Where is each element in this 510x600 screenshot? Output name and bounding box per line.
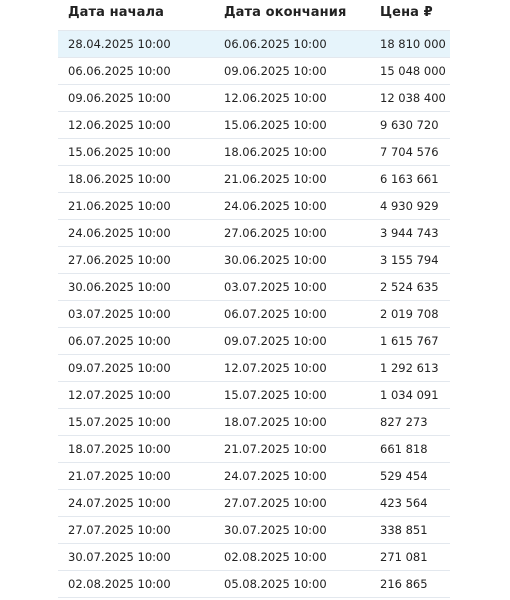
table-body [58,30,450,598]
price-cell: 1 034 091 [380,388,439,402]
table-row[interactable] [58,220,450,247]
start-date-cell: 18.07.2025 10:00 [68,442,171,456]
end-date-cell: 06.07.2025 10:00 [224,307,327,321]
table-row[interactable] [58,544,450,571]
start-date-cell: 03.07.2025 10:00 [68,307,171,321]
price-cell: 9 630 720 [380,118,439,132]
end-date-cell: 02.08.2025 10:00 [224,550,327,564]
end-date-cell: 09.07.2025 10:00 [224,334,327,348]
table-row[interactable] [58,274,450,301]
table-row[interactable] [58,247,450,274]
end-date-cell: 12.06.2025 10:00 [224,91,327,105]
start-date-cell: 12.06.2025 10:00 [68,118,171,132]
end-date-cell: 05.08.2025 10:00 [224,577,327,591]
end-date-cell: 27.07.2025 10:00 [224,496,327,510]
table-row[interactable] [58,112,450,139]
start-date-cell: 09.07.2025 10:00 [68,361,171,375]
table-row[interactable] [58,193,450,220]
table-row[interactable] [58,301,450,328]
end-date-cell: 15.06.2025 10:00 [224,118,327,132]
price-cell: 4 930 929 [380,199,439,213]
start-date-cell: 27.07.2025 10:00 [68,523,171,537]
price-cell: 338 851 [380,523,428,537]
price-cell: 15 048 000 [380,64,446,78]
end-date-cell: 18.07.2025 10:00 [224,415,327,429]
end-date-cell: 27.06.2025 10:00 [224,226,327,240]
table-row[interactable] [58,517,450,544]
start-date-cell: 28.04.2025 10:00 [68,37,171,51]
start-date-cell: 18.06.2025 10:00 [68,172,171,186]
table-row[interactable] [58,328,450,355]
start-date-cell: 15.07.2025 10:00 [68,415,171,429]
table-row[interactable] [58,30,450,58]
end-date-cell: 03.07.2025 10:00 [224,280,327,294]
price-cell: 3 944 743 [380,226,439,240]
price-cell: 1 615 767 [380,334,439,348]
table-row[interactable] [58,436,450,463]
end-date-cell: 21.06.2025 10:00 [224,172,327,186]
table-row[interactable] [58,382,450,409]
start-date-cell: 27.06.2025 10:00 [68,253,171,267]
column-header-start-date[interactable]: Дата начала [68,5,165,20]
price-cell: 216 865 [380,577,428,591]
column-header-end-date[interactable]: Дата окончания [224,5,347,20]
start-date-cell: 21.07.2025 10:00 [68,469,171,483]
table-row[interactable] [58,490,450,517]
price-cell: 2 524 635 [380,280,439,294]
start-date-cell: 30.06.2025 10:00 [68,280,171,294]
table-row[interactable] [58,139,450,166]
price-cell: 3 155 794 [380,253,439,267]
table-row[interactable] [58,463,450,490]
price-cell: 529 454 [380,469,428,483]
price-cell: 271 081 [380,550,428,564]
end-date-cell: 15.07.2025 10:00 [224,388,327,402]
start-date-cell: 24.06.2025 10:00 [68,226,171,240]
price-cell: 423 564 [380,496,428,510]
price-cell: 6 163 661 [380,172,439,186]
table-row[interactable] [58,571,450,598]
start-date-cell: 09.06.2025 10:00 [68,91,171,105]
price-cell: 1 292 613 [380,361,439,375]
end-date-cell: 24.06.2025 10:00 [224,199,327,213]
end-date-cell: 18.06.2025 10:00 [224,145,327,159]
table-row[interactable] [58,58,450,85]
price-cell: 661 818 [380,442,428,456]
price-cell: 7 704 576 [380,145,439,159]
table-header [58,0,450,30]
end-date-cell: 30.06.2025 10:00 [224,253,327,267]
table-row[interactable] [58,85,450,112]
table-row[interactable] [58,166,450,193]
column-header-price[interactable]: Цена ₽ [380,5,433,20]
price-cell: 12 038 400 [380,91,446,105]
start-date-cell: 12.07.2025 10:00 [68,388,171,402]
price-cell: 827 273 [380,415,428,429]
price-schedule-table [58,0,450,598]
table-row[interactable] [58,355,450,382]
end-date-cell: 12.07.2025 10:00 [224,361,327,375]
price-cell: 2 019 708 [380,307,439,321]
start-date-cell: 06.06.2025 10:00 [68,64,171,78]
end-date-cell: 21.07.2025 10:00 [224,442,327,456]
start-date-cell: 21.06.2025 10:00 [68,199,171,213]
start-date-cell: 06.07.2025 10:00 [68,334,171,348]
end-date-cell: 06.06.2025 10:00 [224,37,327,51]
start-date-cell: 30.07.2025 10:00 [68,550,171,564]
table-row[interactable] [58,409,450,436]
price-cell: 18 810 000 [380,37,446,51]
end-date-cell: 24.07.2025 10:00 [224,469,327,483]
start-date-cell: 15.06.2025 10:00 [68,145,171,159]
end-date-cell: 09.06.2025 10:00 [224,64,327,78]
start-date-cell: 24.07.2025 10:00 [68,496,171,510]
start-date-cell: 02.08.2025 10:00 [68,577,171,591]
end-date-cell: 30.07.2025 10:00 [224,523,327,537]
